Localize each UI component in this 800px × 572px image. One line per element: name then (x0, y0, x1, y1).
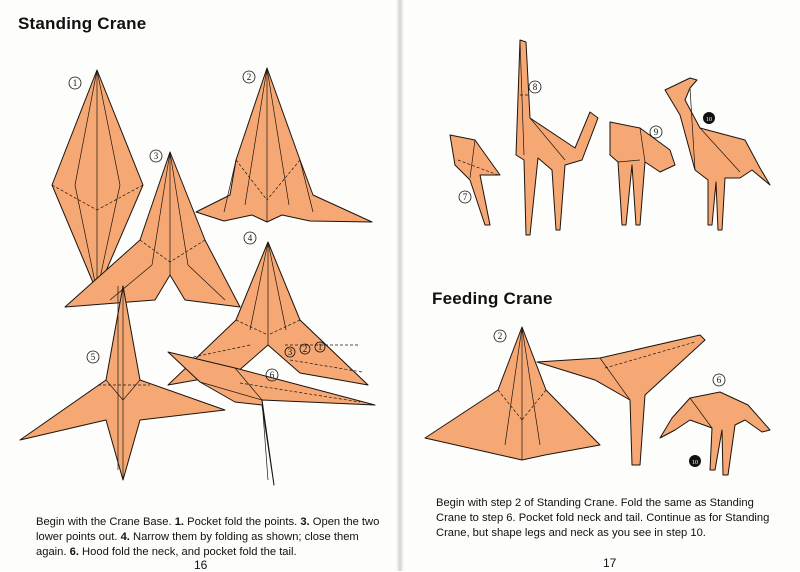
caption-text: Hood fold the neck, and pocket fold the tail. (78, 546, 297, 558)
page-number-left: 16 (194, 558, 208, 572)
svg-text:3: 3 (153, 151, 159, 161)
step-number-3 (150, 150, 162, 162)
step-number-2 (243, 71, 255, 83)
standing-crane-title: Standing Crane (18, 14, 147, 33)
svg-text:2: 2 (497, 331, 503, 341)
svg-text:1: 1 (317, 342, 323, 352)
caption-text: Open the two lower points out. (36, 516, 380, 543)
svg-text:3: 3 (287, 347, 293, 357)
feeding-step-number-2 (494, 330, 506, 342)
step-8-diagram (516, 40, 598, 235)
step-number-5 (87, 351, 99, 363)
svg-text:10: 10 (706, 117, 712, 123)
svg-text:4: 4 (247, 233, 253, 243)
feeding-crane-instructions: Begin with step 2 of Standing Crane. Fold the same as Standing Crane to step 6. Pocket fold neck and tail. Continue as for Standing Crane, but shape legs and neck as you see in step 10. (436, 497, 770, 539)
caption-text: Pocket fold the points. (184, 516, 301, 528)
step-ref: 3. (300, 516, 310, 528)
step-ref: 6. (69, 546, 79, 558)
svg-text:6: 6 (269, 370, 275, 380)
step-number-9 (650, 126, 662, 138)
svg-text:5: 5 (90, 352, 96, 362)
standing-crane-instructions (36, 515, 381, 560)
step-9-diagram (610, 122, 675, 225)
step-number-10 (703, 112, 715, 124)
feeding-step-number-6 (713, 374, 725, 386)
step-2-diagram (196, 68, 372, 222)
feeding-step-number-10 (689, 455, 701, 467)
feeding-step-10-diagram (660, 392, 770, 475)
svg-text:8: 8 (532, 82, 538, 92)
feeding-step-2-diagram (425, 327, 600, 460)
step-number-6 (266, 369, 278, 381)
svg-text:7: 7 (462, 192, 468, 202)
step-10-diagram (665, 78, 770, 230)
feeding-crane-title: Feeding Crane (432, 289, 553, 308)
step-number-7 (459, 191, 471, 203)
step-number-4 (244, 232, 256, 244)
page-number-right: 17 (603, 556, 617, 570)
step-number-8 (529, 81, 541, 93)
step-ref: 1. (174, 516, 185, 528)
svg-text:6: 6 (716, 375, 722, 385)
step-5-diagram (20, 286, 225, 480)
step-number-1 (69, 77, 81, 89)
svg-text:2: 2 (302, 344, 308, 354)
caption-text: Begin with the Crane Base. (36, 516, 175, 528)
step-7-diagram (450, 135, 500, 225)
svg-text:2: 2 (246, 72, 252, 82)
svg-text:10: 10 (692, 460, 698, 466)
svg-text:9: 9 (653, 127, 659, 137)
caption-text: Narrow them by folding as shown; close them again. (36, 531, 359, 558)
svg-text:1: 1 (72, 78, 78, 88)
step-ref: 4. (120, 531, 130, 543)
